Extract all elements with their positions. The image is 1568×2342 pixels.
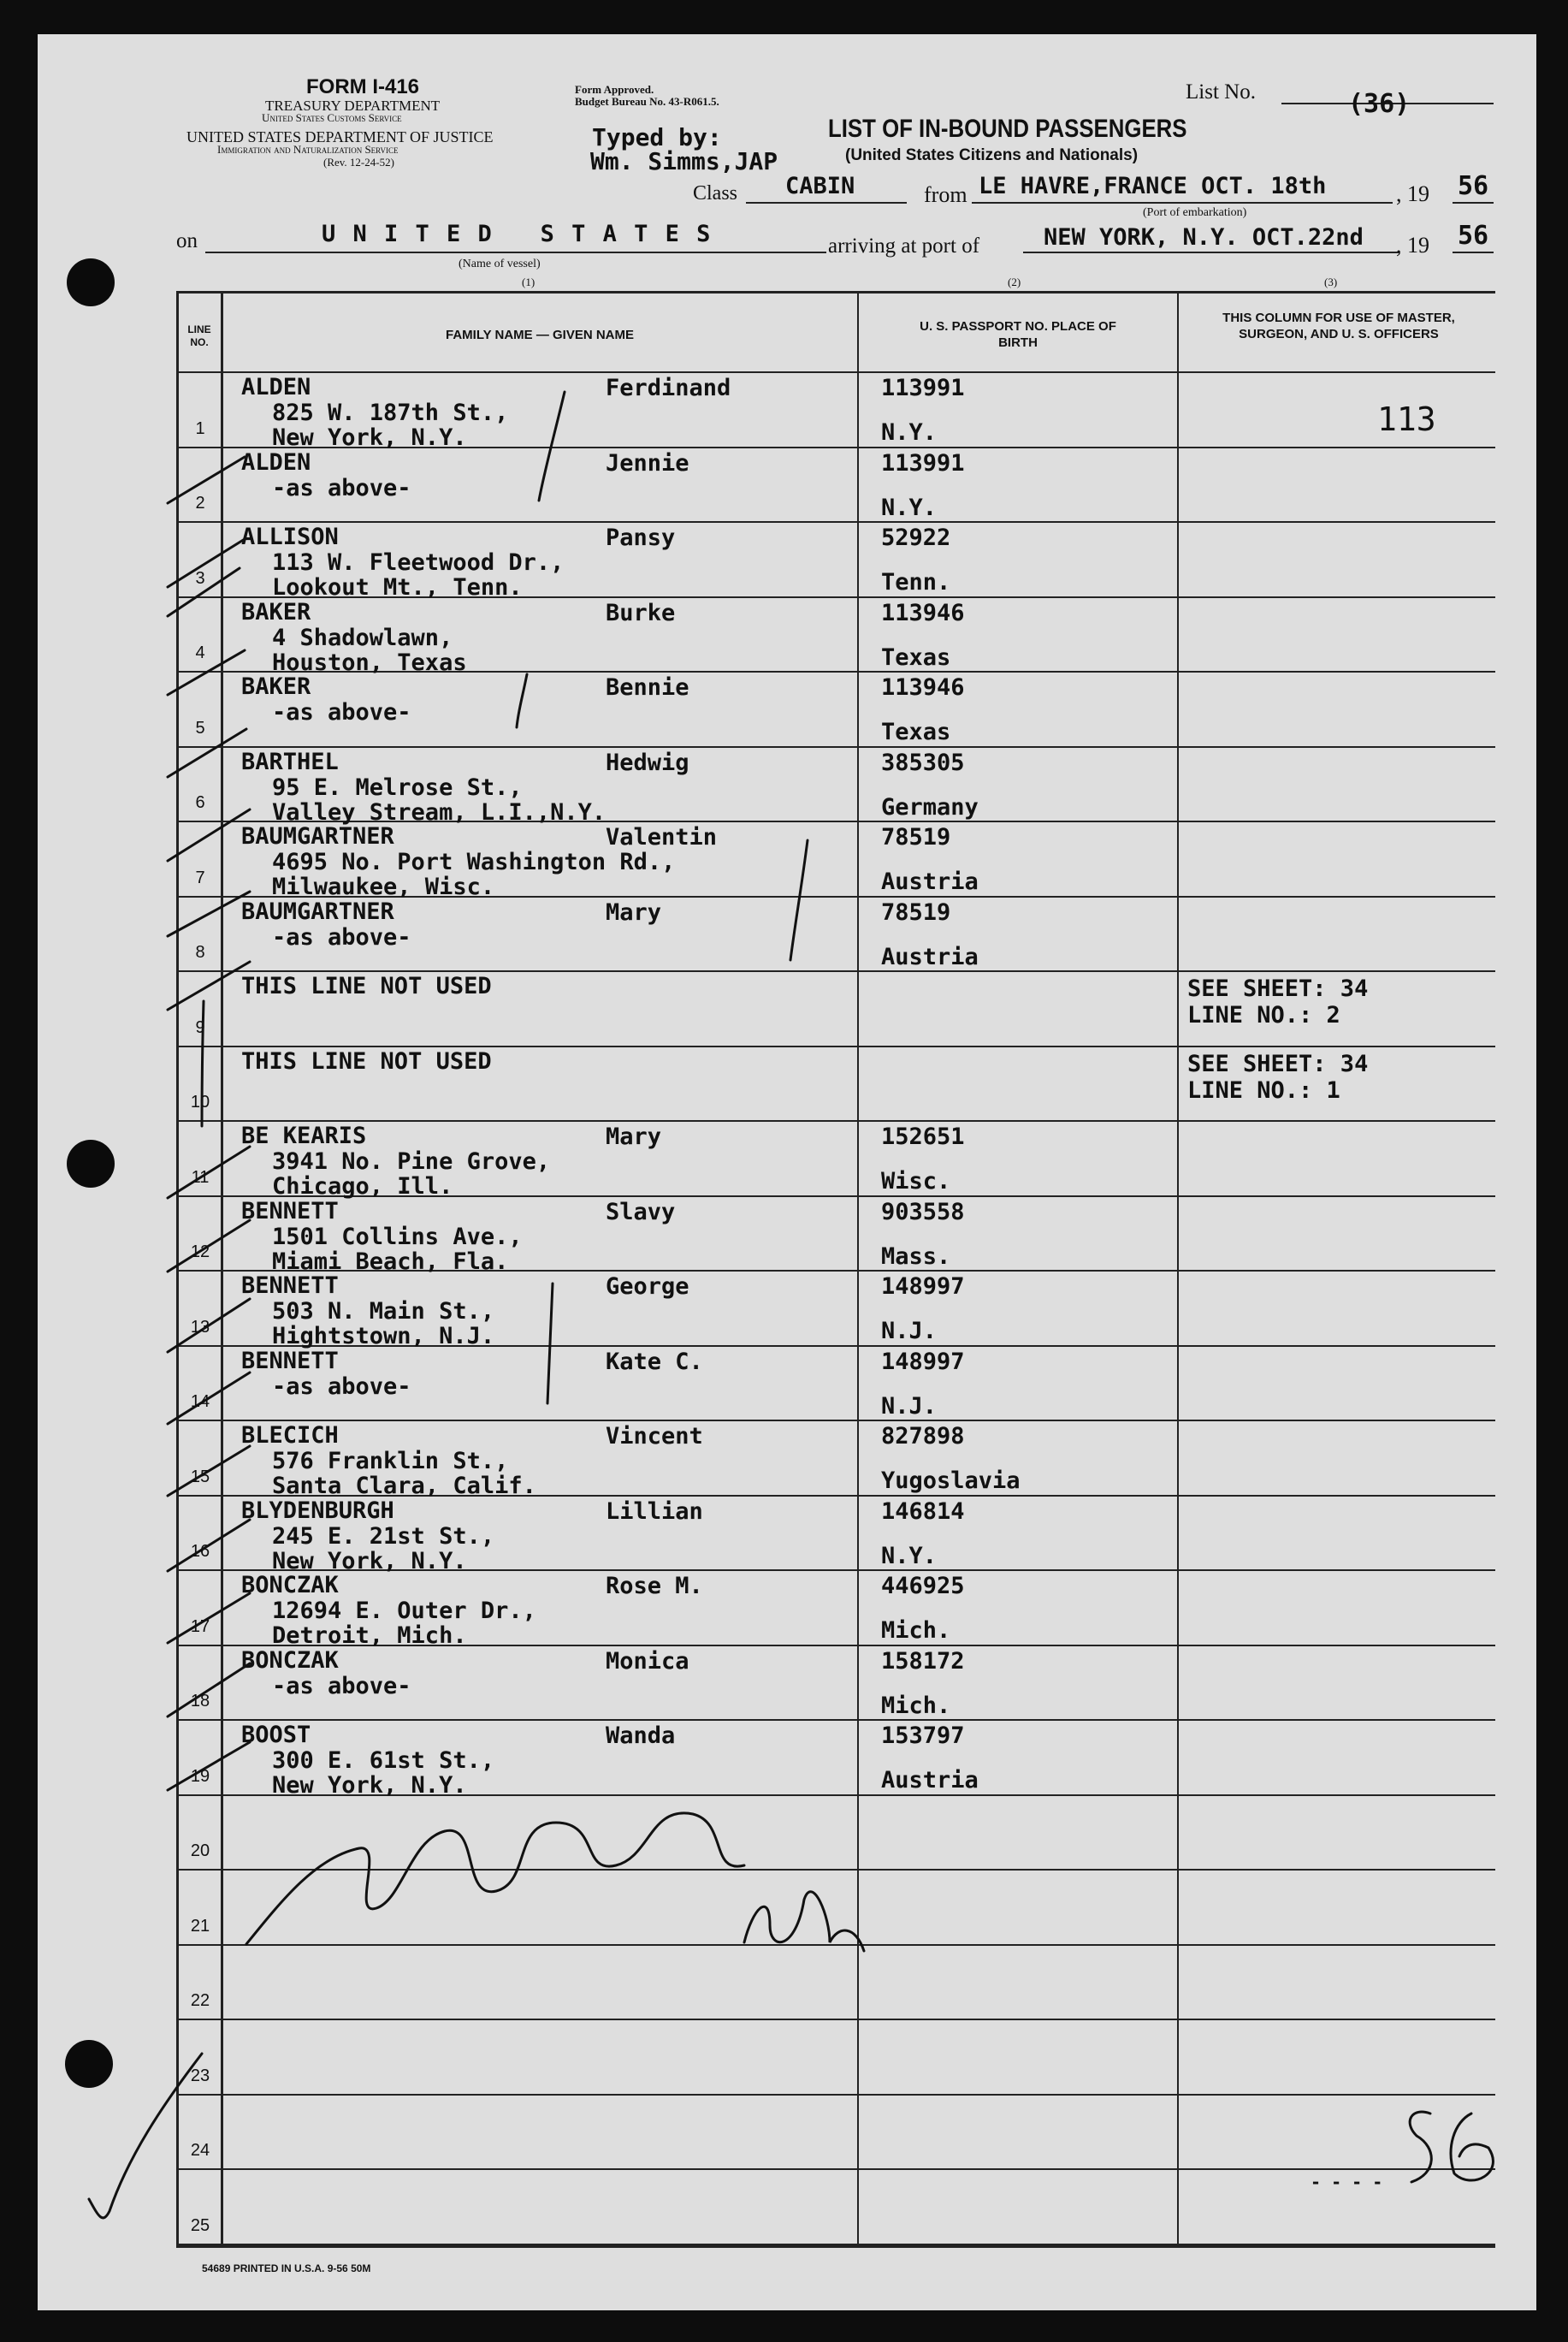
line-number: 20 <box>190 1841 210 1860</box>
passport-number: 158172 <box>881 1647 965 1675</box>
passport-number: 113946 <box>881 674 965 701</box>
header-line-no: LINE NO. <box>187 323 211 348</box>
passport-number: 385305 <box>881 749 965 776</box>
address: 245 E. 21st St., New York, N.Y. <box>272 1522 495 1574</box>
on-label: on <box>176 229 198 252</box>
line-number: 1 <box>195 418 205 438</box>
line-number: 16 <box>190 1542 210 1561</box>
class-value: CABIN <box>785 173 855 199</box>
passport-number: 78519 <box>881 824 951 851</box>
typed-by-label: Typed by: <box>592 123 722 151</box>
line-number: 7 <box>195 868 205 887</box>
family-name: ALLISON <box>241 524 339 550</box>
line-number: 24 <box>190 2141 210 2160</box>
family-name: BOOST <box>241 1722 311 1748</box>
family-name: BLECICH <box>241 1422 339 1449</box>
port-value: NEW YORK, N.Y. OCT.22nd <box>1044 224 1364 251</box>
printing-imprint: 54689 PRINTED IN U.S.A. 9-56 50M <box>202 2262 371 2274</box>
list-no-label: List No. <box>1186 80 1256 104</box>
place-of-birth: N.J. <box>881 1392 938 1420</box>
address: -as above- <box>272 474 411 501</box>
address: 3941 No. Pine Grove, Chicago, Ill. <box>272 1148 551 1200</box>
address: 1501 Collins Ave., Miami Beach, Fla. <box>272 1223 523 1275</box>
address: 12694 E. Outer Dr., Detroit, Mich. <box>272 1598 536 1649</box>
line-number: 21 <box>190 1916 210 1936</box>
place-of-birth: Texas <box>881 643 951 671</box>
family-name: ALDEN <box>241 374 311 400</box>
given-name: Valentin <box>606 824 718 851</box>
place-of-birth: Mich. <box>881 1692 951 1719</box>
from-year-prefix: , 19 <box>1396 181 1429 206</box>
line-number: 6 <box>195 793 205 812</box>
given-name: Slavy <box>606 1198 676 1225</box>
address: -as above- <box>272 923 411 951</box>
vessel-note: (Name of vessel) <box>459 258 541 270</box>
address: 4 Shadowlawn, Houston, Texas <box>272 624 467 676</box>
address: 576 Franklin St., Santa Clara, Calif. <box>272 1448 536 1499</box>
line-number: 11 <box>191 1167 210 1187</box>
place-of-birth: Yugoslavia <box>881 1467 1021 1494</box>
family-name: BONCZAK <box>241 1572 339 1598</box>
passport-number: 446925 <box>881 1573 965 1599</box>
customs-service: United States Customs Service <box>262 111 402 124</box>
given-name: Mary <box>606 898 662 926</box>
family-name: BAUMGARTNER <box>241 823 394 850</box>
place-of-birth: Mass. <box>881 1242 951 1270</box>
budget-bureau: Budget Bureau No. 43-R061.5. <box>575 95 719 108</box>
family-name: BENNETT <box>241 1347 339 1374</box>
address: 95 E. Melrose St., Valley Stream, L.I.,N.Y. <box>272 774 606 826</box>
line-number: 13 <box>190 1317 210 1337</box>
family-name: BARTHEL <box>241 748 339 775</box>
header-passport: U. S. PASSPORT NO. PLACE OF BIRTH <box>920 319 1116 350</box>
treasury-dept: TREASURY DEPARTMENT <box>265 98 441 114</box>
place-of-birth: Tenn. <box>881 569 951 596</box>
family-name: BENNETT <box>241 1272 339 1299</box>
family-name: THIS LINE NOT USED <box>241 1047 492 1075</box>
line-number: 25 <box>190 2215 210 2235</box>
address: 4695 No. Port Washington Rd., Milwaukee, Wisc. <box>272 849 676 900</box>
family-name: BAUMGARTNER <box>241 898 394 925</box>
family-name: BONCZAK <box>241 1646 339 1674</box>
passport-number: 113991 <box>881 375 965 401</box>
officer-note: SEE SHEET: 34 LINE NO.: 2 <box>1187 975 1369 1029</box>
line-number: 9 <box>195 1017 205 1037</box>
given-name: Monica <box>606 1647 689 1675</box>
place-of-birth: N.J. <box>881 1318 938 1344</box>
form-number: FORM I-416 <box>306 75 420 98</box>
passport-number: 152651 <box>881 1124 965 1150</box>
line-number: 18 <box>190 1692 210 1711</box>
passport-number: 146814 <box>881 1497 965 1525</box>
from-year-value: 56 <box>1458 171 1489 201</box>
family-name: THIS LINE NOT USED <box>241 973 492 999</box>
given-name: Bennie <box>606 674 689 701</box>
embarkation-value: LE HAVRE,FRANCE OCT. 18th <box>979 173 1327 199</box>
given-name: Mary <box>606 1124 662 1150</box>
line-number: 10 <box>190 1093 210 1112</box>
form-revision: (Rev. 12-24-52) <box>323 156 394 169</box>
address: 113 W. Fleetwood Dr., Lookout Mt., Tenn. <box>272 549 565 601</box>
line-number: 19 <box>190 1766 210 1786</box>
given-name: Pansy <box>606 525 676 551</box>
place-of-birth: N.Y. <box>881 419 938 446</box>
given-name: Burke <box>606 599 676 626</box>
passport-number: 148997 <box>881 1348 965 1375</box>
line-number: 12 <box>190 1242 210 1261</box>
header-use: THIS COLUMN FOR USE OF MASTER, SURGEON, AND U. S. OFFICERS <box>1222 311 1455 341</box>
address: -as above- <box>272 699 411 726</box>
page-number-mark <box>1420 2102 1470 2149</box>
address: -as above- <box>272 1373 411 1400</box>
given-name: Lillian <box>606 1497 703 1525</box>
officer-note: SEE SHEET: 34 LINE NO.: 1 <box>1187 1050 1369 1104</box>
line-number: 23 <box>190 2066 210 2085</box>
place-of-birth: Austria <box>881 1767 979 1794</box>
line-number: 8 <box>195 943 205 962</box>
family-name: BAKER <box>241 673 311 700</box>
port-year-value: 56 <box>1458 221 1489 251</box>
place-of-birth: Austria <box>881 943 979 970</box>
embarkation-note: (Port of embarkation) <box>1143 206 1247 219</box>
place-of-birth: Mich. <box>881 1617 951 1644</box>
line-number: 3 <box>195 568 205 588</box>
given-name: Ferdinand <box>606 375 731 401</box>
justice-dept: UNITED STATES DEPARTMENT OF JUSTICE <box>186 128 494 145</box>
address: -as above- <box>272 1672 411 1699</box>
form-approved: Form Approved. <box>575 83 654 96</box>
given-name: Wanda <box>606 1722 676 1749</box>
given-name: Kate C. <box>606 1348 703 1375</box>
address: 503 N. Main St., Hightstown, N.J. <box>272 1298 495 1349</box>
col-index-3: (3) <box>1324 276 1338 288</box>
col-index-1: (1) <box>522 276 535 288</box>
family-name: BENNETT <box>241 1197 339 1224</box>
annotation-113: 113 <box>1377 400 1436 438</box>
family-name: ALDEN <box>241 448 311 476</box>
place-of-birth: Wisc. <box>881 1168 951 1195</box>
typed-by-value: Wm. Simms,JAP <box>590 147 778 175</box>
col-index-2: (2) <box>1008 276 1021 288</box>
passport-number: 148997 <box>881 1273 965 1300</box>
list-no-value: (36) <box>1348 89 1411 119</box>
ins-service: Immigration and Naturalization Service <box>217 143 399 156</box>
form-subtitle: (United States Citizens and Nationals) <box>845 146 1139 164</box>
place-of-birth: Texas <box>881 719 951 745</box>
given-name: Hedwig <box>606 749 689 776</box>
passport-number: 78519 <box>881 898 951 926</box>
header-name: FAMILY NAME — GIVEN NAME <box>445 328 635 342</box>
line-number: 22 <box>190 1991 210 2010</box>
passport-number: 153797 <box>881 1722 965 1749</box>
passport-number: 113991 <box>881 449 965 477</box>
address: 825 W. 187th St., New York, N.Y. <box>272 400 509 451</box>
from-label: from <box>924 182 967 207</box>
passport-number: 113946 <box>881 599 965 626</box>
given-name: Rose M. <box>606 1573 703 1599</box>
passport-number: 827898 <box>881 1423 965 1450</box>
place-of-birth: Germany <box>881 793 979 821</box>
line-number: 15 <box>190 1467 210 1486</box>
arriving-label: arriving at port of <box>828 234 980 258</box>
family-name: BLYDENBURGH <box>241 1497 394 1524</box>
line-number: 4 <box>195 643 205 662</box>
given-name: George <box>606 1273 689 1300</box>
line-number: 17 <box>190 1616 210 1636</box>
place-of-birth: N.Y. <box>881 1542 938 1569</box>
given-name: Jennie <box>606 449 689 477</box>
port-year-prefix: , 19 <box>1396 233 1429 258</box>
form-title: LIST OF IN-BOUND PASSENGERS <box>828 115 1187 143</box>
line-number: 5 <box>195 718 205 738</box>
line-number: 14 <box>190 1392 210 1411</box>
passport-number: 903558 <box>881 1198 965 1225</box>
family-name: BE KEARIS <box>241 1123 367 1149</box>
place-of-birth: Austria <box>881 869 979 895</box>
class-label: Class <box>693 182 738 205</box>
address: 300 E. 61st St., New York, N.Y. <box>272 1747 495 1799</box>
place-of-birth: N.Y. <box>881 494 938 521</box>
margin-dots: - - - - <box>1311 2172 1383 2192</box>
passport-number: 52922 <box>881 525 951 551</box>
line-number: 2 <box>195 494 205 513</box>
vessel-name: U N I T E D S T A T E S <box>322 221 713 247</box>
given-name: Vincent <box>606 1423 703 1450</box>
family-name: BAKER <box>241 598 311 626</box>
